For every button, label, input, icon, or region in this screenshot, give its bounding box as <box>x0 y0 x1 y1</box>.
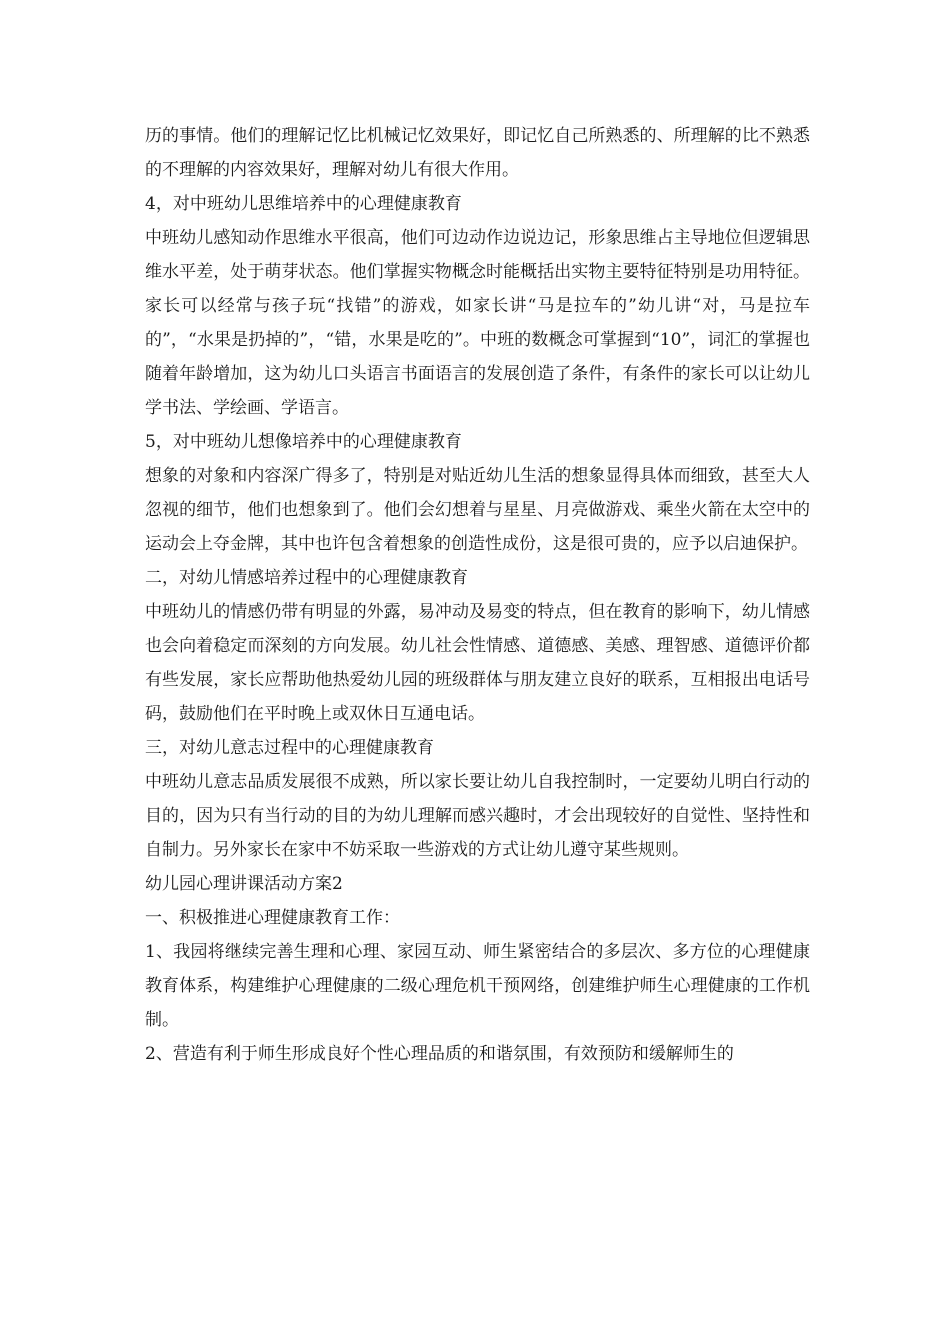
heading-section-1: 一、积极推进心理健康教育工作： <box>145 908 400 928</box>
heading-imagination: 5，对中班幼儿想像培养中的心理健康教育 <box>145 432 462 452</box>
paragraph-emotion: 中班幼儿的情感仍带有明显的外露，易冲动及易变的特点，但在教育的影响下，幼儿情感也会向着稳定而深刻的方向发展。幼儿社会性情感、道德感、美感、理智感、道德评价都有些发展，家长应帮助他热爱幼儿园的班级群体与朋友建立良好的联系，互相报出电话号码，鼓励他们在平时晚上或双休日互通电话。 <box>145 602 810 724</box>
heading-thinking: 4，对中班幼儿思维培养中的心理健康教育 <box>145 194 462 214</box>
heading-emotion: 二，对幼儿情感培养过程中的心理健康教育 <box>145 568 468 588</box>
paragraph-item-2: 2、营造有利于师生形成良好个性心理品质的和谐氛围，有效预防和缓解师生的 <box>145 1044 734 1064</box>
paragraph-item-1: 1、我园将继续完善生理和心理、家园互动、师生紧密结合的多层次、多方位的心理健康教育体系，构建维护心理健康的二级心理危机干预网络，创建维护师生心理健康的工作机制。 <box>145 942 810 1030</box>
document-body <box>145 119 810 1071</box>
paragraph-will: 中班幼儿意志品质发展很不成熟，所以家长要让幼儿自我控制时，一定要幼儿明白行动的目的，因为只有当行动的目的为幼儿理解而感兴趣时，才会出现较好的自觉性、坚持性和自制力。另外家长在家中不妨采取一些游戏的方式让幼儿遵守某些规则。 <box>145 772 810 860</box>
paragraph-imagination: 想象的对象和内容深广得多了，特别是对贴近幼儿生活的想象显得具体而细致，甚至大人忽视的细节，他们也想象到了。他们会幻想着与星星、月亮做游戏、乘坐火箭在太空中的运动会上夺金牌，其中也许包含着想象的创造性成份，这是很可贵的，应予以启迪保护。 <box>145 466 810 554</box>
paragraph-thinking: 中班幼儿感知动作思维水平很高，他们可边动作边说边记，形象思维占主导地位但逻辑思维水平差，处于萌芽状态。他们掌握实物概念时能概括出实物主要特征特别是功用特征。家长可以经常与孩子玩“找错”的游戏，如家长讲“马是拉车的”幼儿讲“对，马是拉车的”，“水果是扔掉的”，“错，水果是吃的”。中班的数概念可掌握到“10”，词汇的掌握也随着年龄增加，这为幼儿口头语言书面语言的发展创造了条件，有条件的家长可以让幼儿学书法、学绘画、学语言。 <box>145 228 810 418</box>
heading-will: 三，对幼儿意志过程中的心理健康教育 <box>145 738 434 758</box>
heading-plan-2: 幼儿园心理讲课活动方案2 <box>145 874 343 894</box>
paragraph-memory-continuation: 历的事情。他们的理解记忆比机械记忆效果好，即记忆自己所熟悉的、所理解的比不熟悉的不理解的内容效果好，理解对幼儿有很大作用。 <box>145 126 810 180</box>
